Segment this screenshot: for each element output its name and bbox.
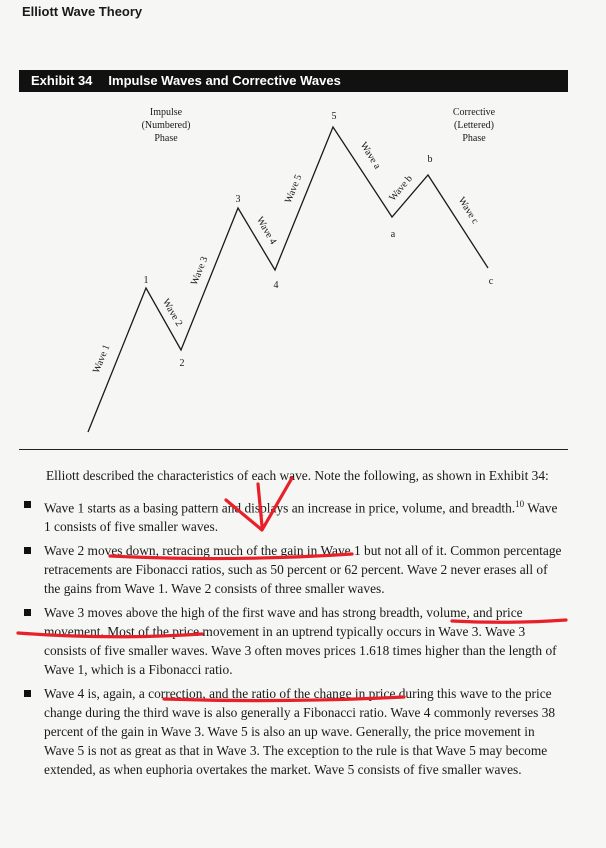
- impulse-label-2: (Numbered): [141, 120, 191, 131]
- wave-label-b: Wave b: [387, 173, 415, 204]
- bullet-wave-3: [22, 603, 567, 679]
- bullet-wave-4: [22, 684, 567, 779]
- point-label-2: 2: [179, 358, 185, 369]
- point-label-c: c: [488, 276, 494, 287]
- corrective-label-3: Phase: [462, 133, 486, 144]
- bullet2-text: Wave 2 moves down, retracing much of the gain in Wave 1 but not all of it. Common percentage retracements are Fibonacci ratios, such as 50 percent or 62 percent. Wave 2 never erases all of the gains from Wave 1. Wave 2 consists of three smaller waves.: [44, 543, 562, 597]
- wave-label-1: Wave 1: [90, 343, 113, 376]
- bullet-mark: [24, 501, 31, 508]
- bullet-mark: [24, 609, 31, 616]
- point-label-4: 4: [273, 280, 279, 291]
- intro-paragraph: Elliott described the characteristics of each wave. Note the following, as shown in Exhibit 34:: [46, 468, 549, 483]
- exhibit-bottom-rule: [19, 449, 568, 450]
- exhibit-header: [19, 70, 568, 92]
- bullet-mark: [24, 690, 31, 697]
- bullet-wave-2: [22, 541, 567, 598]
- bullet3-text: Wave 3 moves above the high of the first wave and has strong breadth, volume, and price movement. Most of the price movement in an uptrend typically occurs in Wave 3. Wave 3 consists of five smaller waves. Wave 3 often moves prices 1.618 times higher than the length of Wave 1, which is a Fibonacci ratio.: [44, 605, 557, 678]
- wave-label-3: Wave 3: [188, 255, 211, 288]
- point-label-5: 5: [331, 111, 337, 122]
- running-head: Elliott Wave Theory: [22, 4, 143, 19]
- footnote-ref: 10: [515, 499, 525, 509]
- impulse-label-1: Impulse: [149, 107, 183, 118]
- bullet1-text-b: Wave 1 consists of five smaller waves.: [44, 500, 558, 535]
- wave-diagram: [0, 92, 606, 452]
- wave-label-2: Wave 2: [159, 297, 185, 329]
- body-text: [22, 466, 567, 784]
- point-label-b: b: [427, 154, 433, 165]
- corrective-label-2: (Lettered): [454, 120, 494, 131]
- bullet1-text: Wave 1 starts as a basing pattern and displays an increase in price, volume, and breadth.: [44, 500, 516, 516]
- wave-label-c: Wave c: [455, 195, 481, 227]
- wave-label-a: Wave a: [357, 140, 383, 172]
- exhibit-number: Exhibit 34: [31, 73, 93, 88]
- point-label-1: 1: [143, 275, 149, 286]
- bullet-wave-1: [22, 495, 567, 536]
- impulse-label-3: Phase: [154, 133, 178, 144]
- wave-label-5: Wave 5: [282, 173, 305, 206]
- point-label-a: a: [390, 229, 396, 240]
- exhibit-title: Impulse Waves and Corrective Waves: [108, 73, 341, 88]
- bullet-mark: [24, 547, 31, 554]
- wave-label-4: Wave 4: [253, 215, 279, 247]
- bullet4-text: Wave 4 is, again, a correction, and the ratio of the change in price during this wave to the price change during the third wave is also generally a Fibonacci ratio. Wave 4 commonly reverses 38 percent of the gain in Wave 3. Wave 5 is also an up wave. Generally, the price movement in Wave 5 is not as great as that in Wave 3. The exception to the rule is that Wave 5 may become extended, as when euphoria overtakes the market. Wave 5 consists of five smaller waves.: [44, 686, 556, 778]
- corrective-label-1: Corrective: [452, 107, 496, 118]
- point-label-3: 3: [235, 194, 241, 205]
